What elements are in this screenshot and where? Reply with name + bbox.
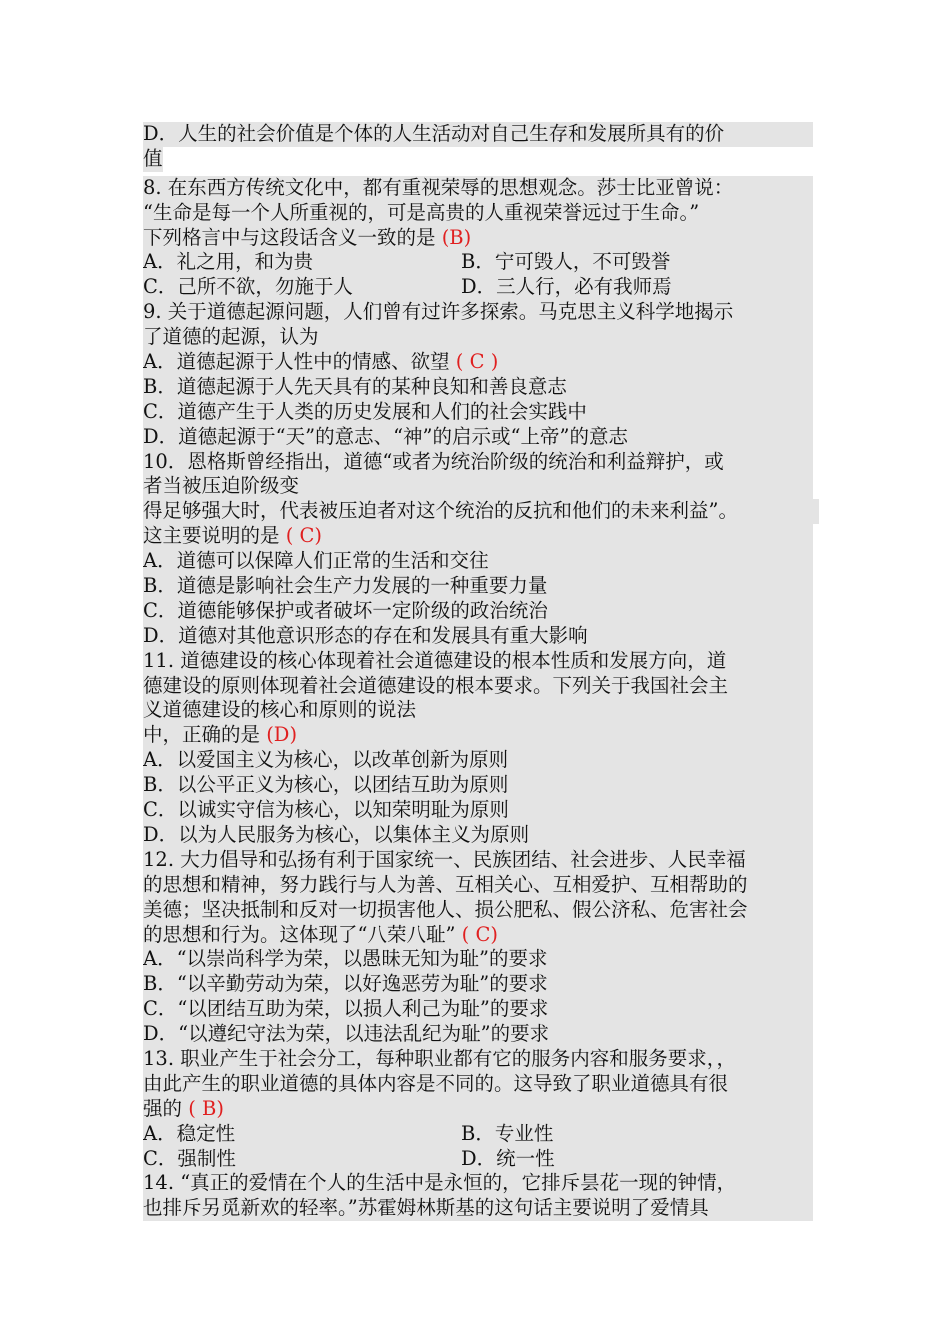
line-highlight [143,798,813,823]
line-text: A．道德可以保障人们正常的生活和交往 [143,549,489,573]
line-highlight [143,122,813,147]
line-text: 美德；坚决抵制和反对一切损害他人、损公肥私、假公济私、危害社会 [143,897,748,921]
text-line [143,898,813,923]
line-highlight [143,524,813,549]
text-line [143,425,813,450]
text-line [143,250,813,275]
text-line [143,873,813,898]
line-highlight [143,1171,813,1196]
line-text: 14. “真正的爱情在个人的生活中是永恒的，它排斥昙花一现的钟情， [143,1171,737,1195]
line-text: D．“以遵纪守法为荣，以违法乱纪为耻”的要求 [143,1022,550,1046]
line-text: 的思想和精神，努力践行与人为善、互相关心、互相爱护、互相帮助的 [143,872,748,896]
option-row [143,1122,813,1147]
line-text: C．道德能够保护或者破坏一定阶级的政治统治 [143,598,548,622]
line-text: A．道德起源于人性中的情感、欲望 [143,350,456,374]
text-line [143,1097,813,1122]
line-text: 10．恩格斯曾经指出，道德“或者为统治阶级的统治和利益辩护，或 [143,449,724,473]
text-line [143,176,813,201]
text-line [143,848,813,873]
line-text: 中，正确的是 [143,723,267,747]
line-highlight [143,848,813,873]
line-text: 下列格言中与这段话含义一致的是 [143,225,442,249]
line-text: 了道德的起源，认为 [143,325,319,349]
text-line [143,574,813,599]
text-line [143,972,813,997]
line-text: D．人生的社会价值是个体的人生活动对自己生存和发展所具有的价 [143,122,725,145]
line-text: 12. 大力倡导和弘扬有利于国家统一、民族团结、社会进步、人民幸福 [143,847,746,871]
text-line [143,1122,813,1147]
text-line [143,375,813,400]
line-highlight [143,1047,813,1072]
text-line [143,147,813,176]
text-line [143,1171,813,1196]
question-text-block [143,122,813,1221]
line-highlight [143,201,813,226]
text-line [143,624,813,649]
option-row [143,275,813,300]
line-highlight [143,972,813,997]
text-line [143,300,813,325]
option-text: D．三人行，必有我师焉 [461,275,672,299]
option-text: A．礼之用，和为贵 [143,250,314,274]
text-line [143,723,813,748]
line-highlight [143,375,813,400]
line-highlight [143,499,819,524]
line-highlight [143,1097,813,1122]
line-highlight [143,147,163,172]
line-highlight [143,574,813,599]
text-line [143,823,813,848]
text-line [143,773,813,798]
text-line [143,923,813,948]
line-text: 值 [143,146,163,170]
line-highlight [143,947,813,972]
line-text: D．以为人民服务为核心，以集体主义为原则 [143,822,530,846]
line-text: 者当被压迫阶级变 [143,474,300,498]
line-text: B．道德起源于人先天具有的某种良知和善良意志 [143,374,567,398]
line-text: B．“以辛勤劳动为荣，以好逸恶劳为耻”的要求 [143,972,548,996]
line-highlight [143,674,813,699]
answer-key: (B) [441,225,472,249]
line-highlight [143,226,813,251]
answer-key: ( C) [285,524,323,548]
line-highlight [143,997,813,1022]
line-text: C．以诚实守信为核心，以知荣明耻为原则 [143,798,509,822]
line-highlight [143,549,813,574]
line-highlight [143,624,813,649]
line-text: 也排斥另觅新欢的轻率。”苏霍姆林斯基的这句话主要说明了爱情具 [143,1196,709,1220]
text-line [143,450,813,475]
line-highlight [143,450,813,475]
line-highlight [143,649,813,674]
line-highlight [143,873,813,898]
text-line [143,499,813,524]
text-line [143,1022,813,1047]
option-text: C．强制性 [143,1146,236,1170]
text-line [143,1147,813,1172]
line-text: C．“以团结互助为荣，以损人利己为耻”的要求 [143,997,549,1021]
text-line [143,201,813,226]
text-line [143,649,813,674]
line-text: 的思想和行为。这体现了“八荣八耻” [143,922,462,946]
text-line [143,997,813,1022]
line-text: 得足够强大时，代表被压迫者对这个统治的反抗和他们的未来利益”。 [143,499,738,523]
text-line [143,947,813,972]
line-text: 强的 [143,1096,189,1120]
answer-key: ( C) [461,922,498,946]
line-text: D．道德对其他意识形态的存在和发展具有重大影响 [143,623,588,647]
text-line [143,524,813,549]
line-text: 8. 在东西方传统文化中，都有重视荣辱的思想观念。莎士比亚曾说： [143,175,734,199]
text-line [143,798,813,823]
option-text: D．统一性 [461,1146,555,1170]
line-highlight [143,176,813,201]
line-highlight [143,748,813,773]
text-line [143,1072,813,1097]
line-highlight [143,1072,813,1097]
text-line [143,748,813,773]
option-text: A．稳定性 [143,1121,236,1145]
line-highlight [143,698,813,723]
option-row [143,1147,813,1172]
line-text: B．道德是影响社会生产力发展的一种重要力量 [143,574,548,598]
line-text: “生命是每一个人所重视的，可是高贵的人重视荣誉远过于生命。” [143,200,700,224]
option-row [143,250,813,275]
line-highlight [143,723,813,748]
line-highlight [143,773,813,798]
option-text: B．专业性 [461,1121,554,1145]
line-highlight [143,898,813,923]
text-line [143,698,813,723]
line-text: B．以公平正义为核心，以团结互助为原则 [143,773,509,797]
text-line [143,122,813,147]
line-highlight [143,823,813,848]
answer-key: (D) [266,723,298,747]
text-line [143,599,813,624]
line-highlight [143,474,813,499]
text-line [143,1196,813,1221]
line-text: 这主要说明的是 [143,524,286,548]
line-text: 13. 职业产生于社会分工，每种职业都有它的服务内容和服务要求，， [143,1046,736,1070]
line-highlight [143,425,813,450]
line-highlight [143,300,813,325]
text-line [143,1047,813,1072]
line-highlight [143,923,813,948]
option-text: B．宁可毁人，不可毁誉 [461,250,671,274]
line-text: 由此产生的职业道德的具体内容是不同的。这导致了职业道德具有很 [143,1071,729,1095]
text-line [143,549,813,574]
text-line [143,226,813,251]
line-text: 义道德建设的核心和原则的说法 [143,698,417,722]
line-text: D．道德起源于“天”的意志、“神”的启示或“上帝”的意志 [143,424,628,448]
text-line [143,325,813,350]
line-text: 11. 道德建设的核心体现着社会道德建设的根本性质和发展方向，道 [143,648,727,672]
line-text: C．道德产生于人类的历史发展和人们的社会实践中 [143,399,587,423]
line-highlight [143,1022,813,1047]
line-highlight [143,1196,813,1221]
option-text: C．己所不欲，勿施于人 [143,275,353,299]
line-text: A．“以崇尚科学为荣，以愚昧无知为耻”的要求 [143,947,548,971]
answer-key: ( C ) [455,350,499,374]
line-text: 德建设的原则体现着社会道德建设的根本要求。下列关于我国社会主 [143,673,729,697]
text-line [143,474,813,499]
text-line [143,275,813,300]
line-text: A．以爱国主义为核心，以改革创新为原则 [143,748,509,772]
line-text: 9. 关于道德起源问题，人们曾有过许多探索。马克思主义科学地揭示 [143,300,734,324]
line-highlight [143,350,813,375]
text-line [143,400,813,425]
line-highlight [143,400,813,425]
answer-key: ( B) [188,1096,224,1120]
text-line [143,350,813,375]
text-line [143,674,813,699]
line-highlight [143,325,813,350]
line-highlight [143,599,813,624]
